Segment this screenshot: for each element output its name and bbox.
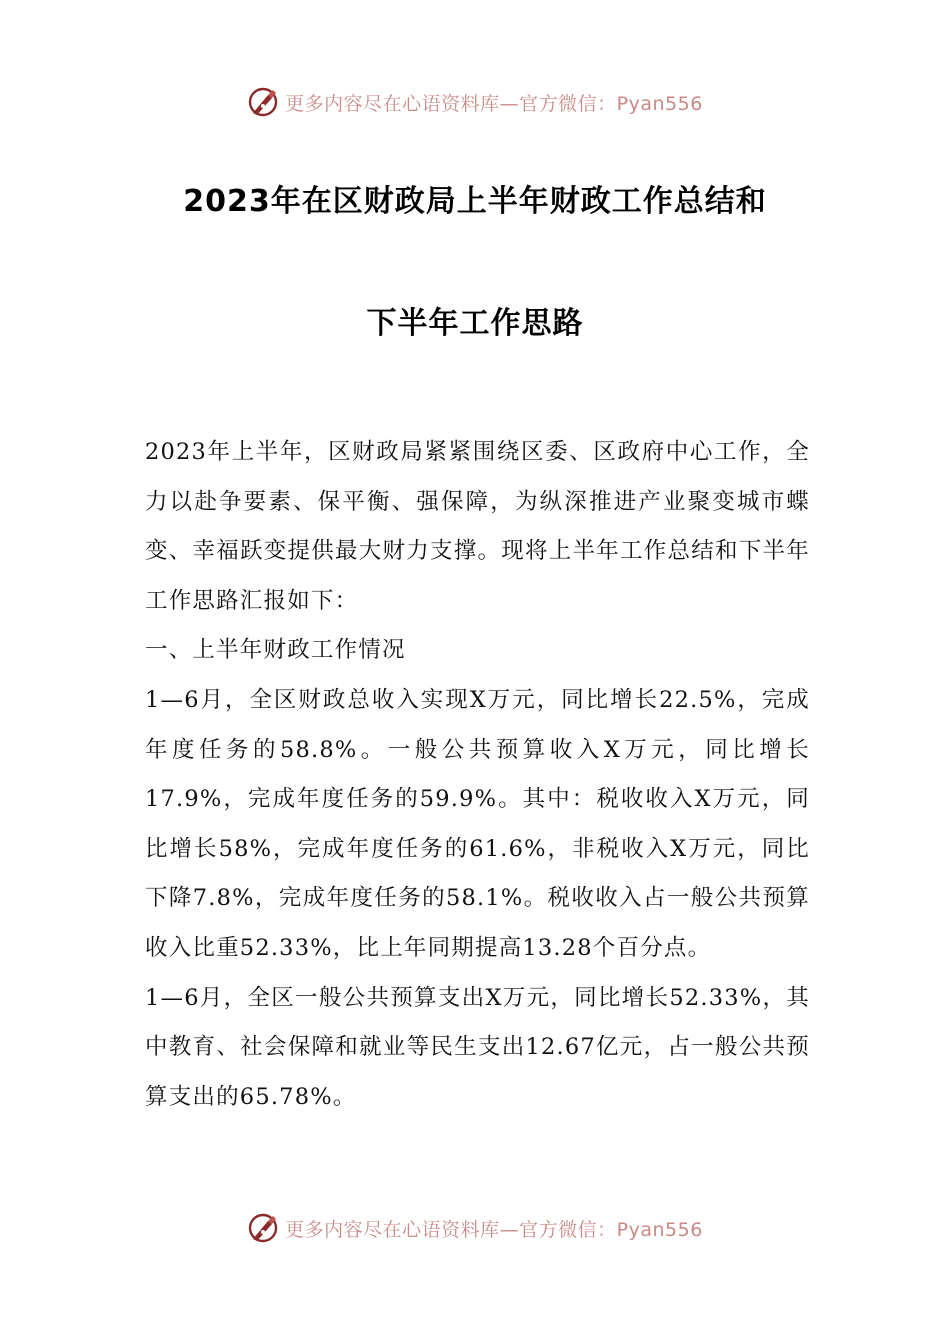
footer-watermark-banner <box>0 1208 950 1248</box>
document-title-line-1: 2023年在区财政局上半年财政工作总结和 <box>183 184 767 219</box>
watermark-text: 更多内容尽在心语资料库—官方微信：Pyan556 <box>285 92 703 115</box>
watermark-text: 更多内容尽在心语资料库—官方微信：Pyan556 <box>285 1218 703 1241</box>
document-title-line-2: 下半年工作思路 <box>366 306 584 341</box>
revenue-paragraph: 1—6月，全区财政总收入实现X万元，同比增长22.5%，完成年度任务的58.8%。一般公共预算收入X万元，同比增长17.9%，完成年度任务的59.9%。其中：税收收入X万元，同比增长58%，完成年度任务的61.6%，非税收入X万元，同比下降7.8%，完成年度任务的58.1%。税收收入占一般公共预算收入比重52.33%，比上年同期提高13.28个百分点。 <box>145 686 810 961</box>
pen-nib-circle-icon <box>247 1212 279 1244</box>
header-watermark-banner <box>0 82 950 122</box>
intro-paragraph: 2023年上半年，区财政局紧紧围绕区委、区政府中心工作，全力以赴争要素、保平衡、强保障，为纵深推进产业聚变城市蝶变、幸福跃变提供最大财力支撑。现将上半年工作总结和下半年工作思路汇报如下： <box>145 439 810 614</box>
pen-nib-circle-icon <box>247 86 279 118</box>
section-heading: 一、上半年财政工作情况 <box>145 637 406 664</box>
expenditure-paragraph: 1—6月，全区一般公共预算支出X万元，同比增长52.33%，其中教育、社会保障和就业等民生支出12.67亿元，占一般公共预算支出的65.78%。 <box>145 984 810 1110</box>
document-body <box>145 428 810 1122</box>
